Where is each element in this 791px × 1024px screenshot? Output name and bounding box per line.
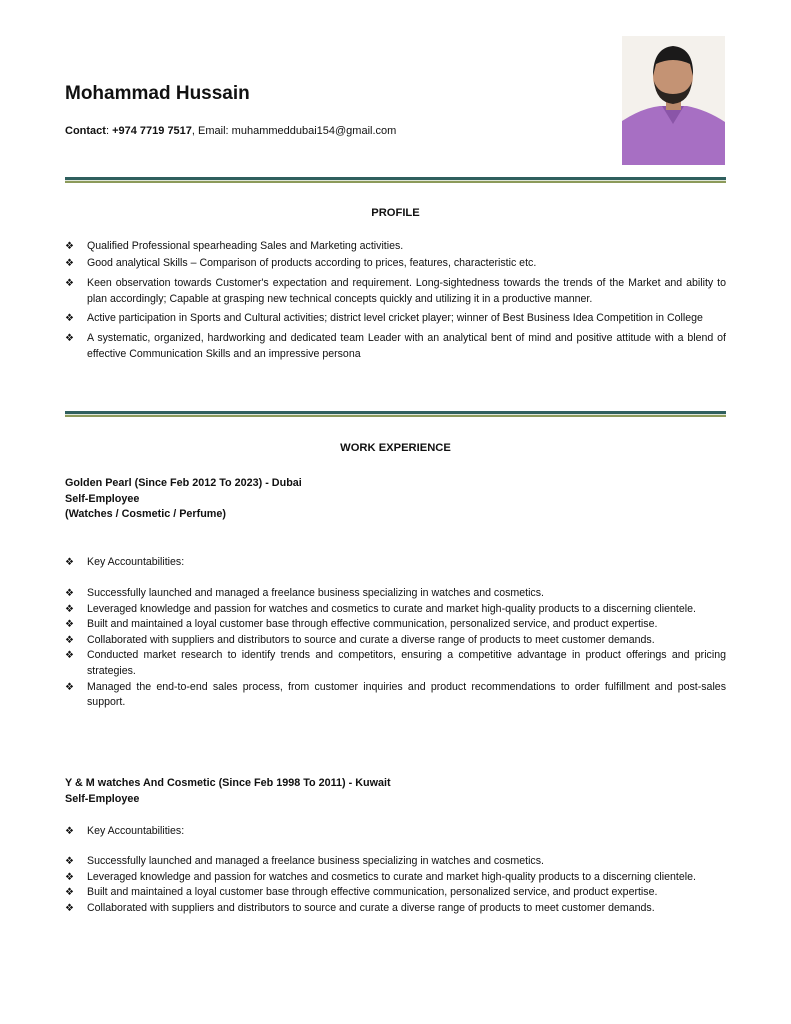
section-divider [65, 411, 726, 417]
diamond-bullet-icon: ❖ [65, 313, 74, 325]
diamond-bullet-icon: ❖ [65, 257, 74, 269]
job-category: (Watches / Cosmetic / Perfume) [65, 508, 226, 521]
list-item: ❖ Leveraged knowledge and passion for watches and cosmetics to curate and market high-quality products to a discerning clientele. [65, 870, 726, 886]
email-label: Email: [198, 125, 229, 137]
list-item: ❖ Active participation in Sports and Cultural activities; district level cricket player; winner of Best Business Idea Competition in College [65, 311, 726, 327]
phone-number: +974 7719 7517 [112, 125, 192, 137]
diamond-bullet-icon: ❖ [65, 603, 74, 615]
diamond-bullet-icon: ❖ [65, 681, 74, 693]
diamond-bullet-icon: ❖ [65, 619, 74, 631]
list-item: ❖ Qualified Professional spearheading Sales and Marketing activities. [65, 239, 726, 255]
diamond-bullet-icon: ❖ [65, 826, 74, 837]
job-header [65, 776, 391, 807]
job-role: Self-Employee [65, 792, 140, 805]
work-experience-heading: WORK EXPERIENCE [340, 442, 451, 454]
list-item: ❖ Collaborated with suppliers and distributors to source and curate a diverse range of products to meet customer demands. [65, 901, 726, 917]
diamond-bullet-icon: ❖ [65, 557, 74, 568]
diamond-bullet-icon: ❖ [65, 650, 74, 662]
list-item: ❖ Built and maintained a loyal customer base through effective communication, personalized service, and product expertise. [65, 617, 726, 633]
diamond-bullet-icon: ❖ [65, 241, 74, 252]
diamond-bullet-icon: ❖ [65, 902, 74, 914]
contact-line: Contact: +974 7719 7517, Email: muhammeddubai154@gmail.com [65, 125, 397, 137]
list-item: ❖ A systematic, organized, hardworking and dedicated team Leader with an analytical bent of mind and positive attitude with a blend of effective Communication Skills and an impressive persona [65, 331, 726, 360]
list-item: ❖ Successfully launched and managed a freelance business specializing in watches and cosmetics. [65, 586, 726, 602]
diamond-bullet-icon: ❖ [65, 278, 74, 290]
diamond-bullet-icon: ❖ [65, 332, 74, 344]
profile-heading: PROFILE [371, 207, 420, 219]
list-item: ❖ Keen observation towards Customer's expectation and requirement. Long-sightedness towards the trends of the Market and ability to plan accordingly; Capable at grasping new technical concepts quickly and utilizing it in a productive manner. [65, 277, 726, 305]
key-accountabilities-label [65, 824, 726, 840]
job-duties-list [65, 854, 726, 916]
list-item: ❖ Successfully launched and managed a freelance business specializing in watches and cosmetics. [65, 854, 726, 870]
key-accountabilities-label [65, 555, 726, 571]
diamond-bullet-icon: ❖ [65, 634, 74, 646]
job-company: Golden Pearl (Since Feb 2012 To 2023) - Dubai [65, 477, 302, 489]
job-duties-list [65, 586, 726, 711]
job-header [65, 476, 302, 523]
list-item: ❖ Key Accountabilities: [65, 824, 726, 840]
list-item: ❖ Conducted market research to identify trends and competitors, ensuring a competitive advantage in product offerings and pricing strategies. [65, 649, 726, 677]
list-item: ❖ Built and maintained a loyal customer base through effective communication, personalized service, and product expertise. [65, 885, 726, 901]
job-company: Y & M watches And Cosmetic (Since Feb 1998 To 2011) - Kuwait [65, 777, 391, 789]
list-item: ❖ Good analytical Skills – Comparison of products according to prices, features, characteristic etc. [65, 256, 726, 272]
diamond-bullet-icon: ❖ [65, 588, 74, 599]
diamond-bullet-icon: ❖ [65, 871, 74, 883]
candidate-name: Mohammad Hussain [65, 83, 250, 104]
contact-label: Contact [65, 125, 106, 137]
email-address[interactable]: muhammeddubai154@gmail.com [231, 125, 397, 137]
list-item: ❖ Key Accountabilities: [65, 555, 726, 571]
list-item: ❖ Collaborated with suppliers and distributors to source and curate a diverse range of products to meet customer demands. [65, 633, 726, 649]
list-item: ❖ Managed the end-to-end sales process, from customer inquiries and product recommendations to order fulfillment and post-sales support. [65, 680, 726, 709]
section-divider [65, 177, 726, 183]
diamond-bullet-icon: ❖ [65, 856, 74, 867]
profile-photo [622, 36, 725, 165]
job-role: Self-Employee [65, 492, 140, 505]
profile-list [65, 239, 726, 362]
diamond-bullet-icon: ❖ [65, 887, 74, 899]
list-item: ❖ Leveraged knowledge and passion for watches and cosmetics to curate and market high-quality products to a discerning clientele. [65, 602, 726, 618]
